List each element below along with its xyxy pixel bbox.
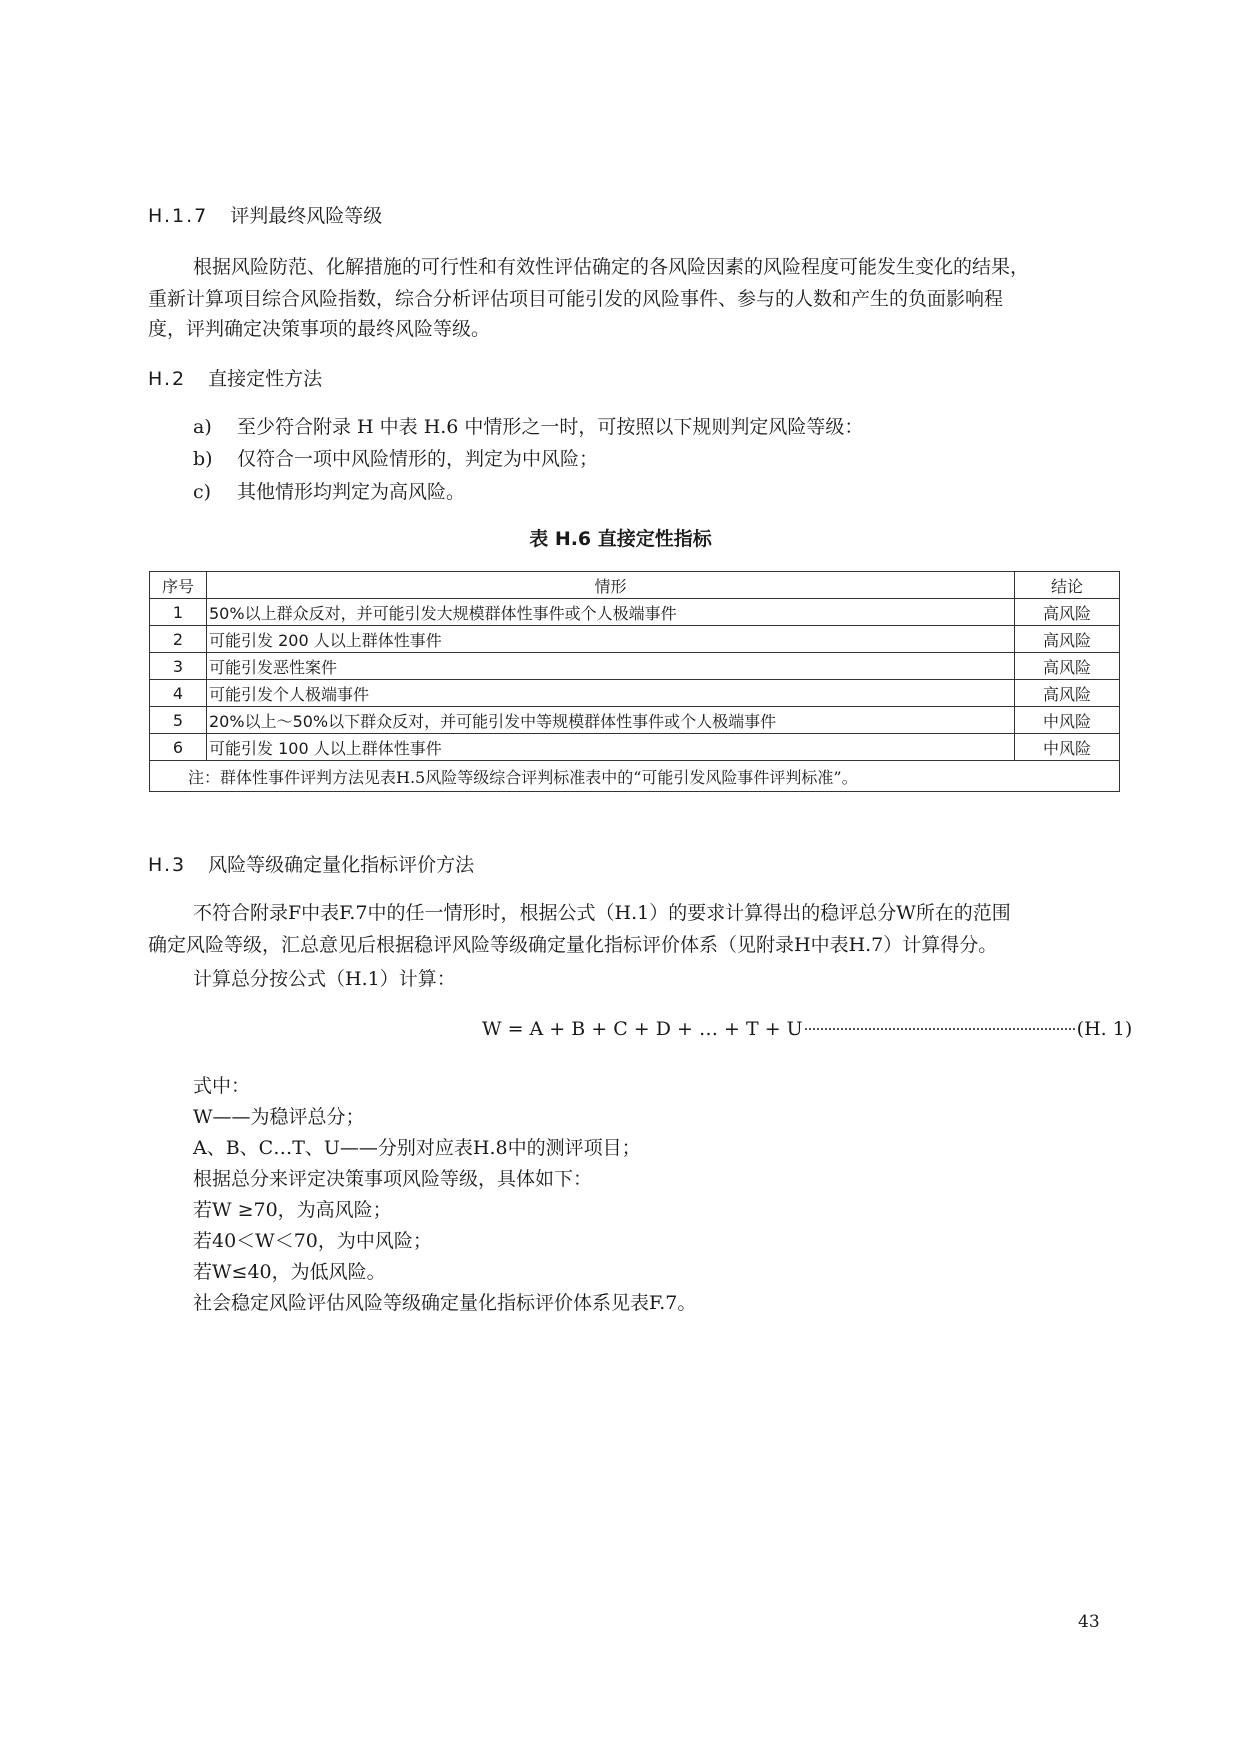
cell-situation: 可能引发 100 人以上群体性事件 xyxy=(207,734,1015,761)
list-marker: a) xyxy=(193,416,212,438)
cell-situation: 可能引发恶性案件 xyxy=(207,653,1015,680)
text-line: 社会稳定风险评估风险等级确定量化指标评价体系见表F.7。 xyxy=(193,1292,697,1314)
table-note-row xyxy=(150,761,1120,792)
paragraph-line: 重新计算项目综合风险指数，综合分析评估项目可能引发的风险事件、参与的人数和产生的负面影响程 xyxy=(148,288,1004,310)
cell-index: 1 xyxy=(150,599,207,626)
formula xyxy=(482,1020,1132,1039)
cell-conclusion: 高风险 xyxy=(1015,599,1120,626)
formula-expression: W = A + B + C + D + … + T + U xyxy=(482,1018,803,1040)
heading-h2 xyxy=(148,370,322,389)
table-row xyxy=(150,626,1120,653)
paragraph-line: 计算总分按公式（H.1）计算： xyxy=(193,968,456,990)
text-line: W——为稳评总分； xyxy=(193,1106,365,1128)
cell-situation: 50%以上群众反对，并可能引发大规模群体性事件或个人极端事件 xyxy=(207,599,1015,626)
cell-index: 6 xyxy=(150,734,207,761)
list-marker: b) xyxy=(193,448,213,470)
formula-leader xyxy=(805,1020,1075,1030)
text-line: 根据总分来评定决策事项风险等级，具体如下： xyxy=(193,1168,593,1190)
table-row xyxy=(150,734,1120,761)
table-row xyxy=(150,599,1120,626)
text-line: 若W ≥70，为高风险； xyxy=(193,1199,392,1221)
paragraph-line: 确定风险等级，汇总意见后根据稳评风险等级确定量化指标评价体系（见附录H中表H.7）计算得分。 xyxy=(148,934,998,956)
list-marker: c) xyxy=(193,481,212,503)
cell-index: 3 xyxy=(150,653,207,680)
cell-index: 4 xyxy=(150,680,207,707)
list-item xyxy=(193,481,466,503)
cell-situation: 可能引发 200 人以上群体性事件 xyxy=(207,626,1015,653)
heading-h3 xyxy=(148,856,474,875)
list-text: 至少符合附录 H 中表 H.6 中情形之一时，可按照以下规则判定风险等级： xyxy=(237,416,864,438)
cell-conclusion: 高风险 xyxy=(1015,680,1120,707)
formula-label: (H. 1) xyxy=(1076,1018,1133,1040)
page-number: 43 xyxy=(1078,1612,1100,1632)
table-row xyxy=(150,653,1120,680)
heading-h1-7 xyxy=(148,207,382,226)
heading-number: H.3 xyxy=(148,854,187,876)
header-situation: 情形 xyxy=(207,572,1015,599)
header-conclusion: 结论 xyxy=(1015,572,1120,599)
list-text: 其他情形均判定为高风险。 xyxy=(237,481,466,503)
paragraph-line: 根据风险防范、化解措施的可行性和有效性评估确定的各风险因素的风险程度可能发生变化的结果， xyxy=(193,256,1030,278)
heading-title: 风险等级确定量化指标评价方法 xyxy=(208,854,475,876)
heading-title: 评判最终风险等级 xyxy=(230,205,383,227)
cell-conclusion: 高风险 xyxy=(1015,653,1120,680)
cell-situation: 20%以上～50%以下群众反对，并可能引发中等规模群体性事件或个人极端事件 xyxy=(207,707,1015,734)
cell-situation: 可能引发个人极端事件 xyxy=(207,680,1015,707)
text-line: 式中： xyxy=(193,1075,251,1097)
table-row xyxy=(150,680,1120,707)
list-item xyxy=(193,448,599,470)
list-text: 仅符合一项中风险情形的，判定为中风险； xyxy=(237,448,599,470)
paragraph-line: 不符合附录F中表F.7中的任一情形时，根据公式（H.1）的要求计算得出的稳评总分W所在的范围 xyxy=(193,902,1011,924)
table-header-row xyxy=(150,572,1120,599)
heading-number: H.2 xyxy=(148,368,187,390)
criteria-table xyxy=(149,571,1120,792)
cell-index: 5 xyxy=(150,707,207,734)
paragraph-line: 度，评判确定决策事项的最终风险等级。 xyxy=(148,318,491,340)
header-index: 序号 xyxy=(150,572,207,599)
heading-number: H.1.7 xyxy=(148,205,209,227)
cell-conclusion: 高风险 xyxy=(1015,626,1120,653)
text-line: A、B、C…T、U——分别对应表H.8中的测评项目； xyxy=(193,1137,641,1159)
table-note: 注：群体性事件评判方法见表H.5风险等级综合评判标准表中的“可能引发风险事件评判标准”。 xyxy=(150,761,1120,792)
cell-index: 2 xyxy=(150,626,207,653)
cell-conclusion: 中风险 xyxy=(1015,707,1120,734)
table-row xyxy=(150,707,1120,734)
cell-conclusion: 中风险 xyxy=(1015,734,1120,761)
list-item xyxy=(193,416,864,438)
text-line: 若W≤40，为低风险。 xyxy=(193,1261,386,1283)
table-title: 表 H.6 直接定性指标 xyxy=(529,528,712,550)
text-line: 若40＜W＜70，为中风险； xyxy=(193,1230,432,1252)
heading-title: 直接定性方法 xyxy=(208,368,323,390)
